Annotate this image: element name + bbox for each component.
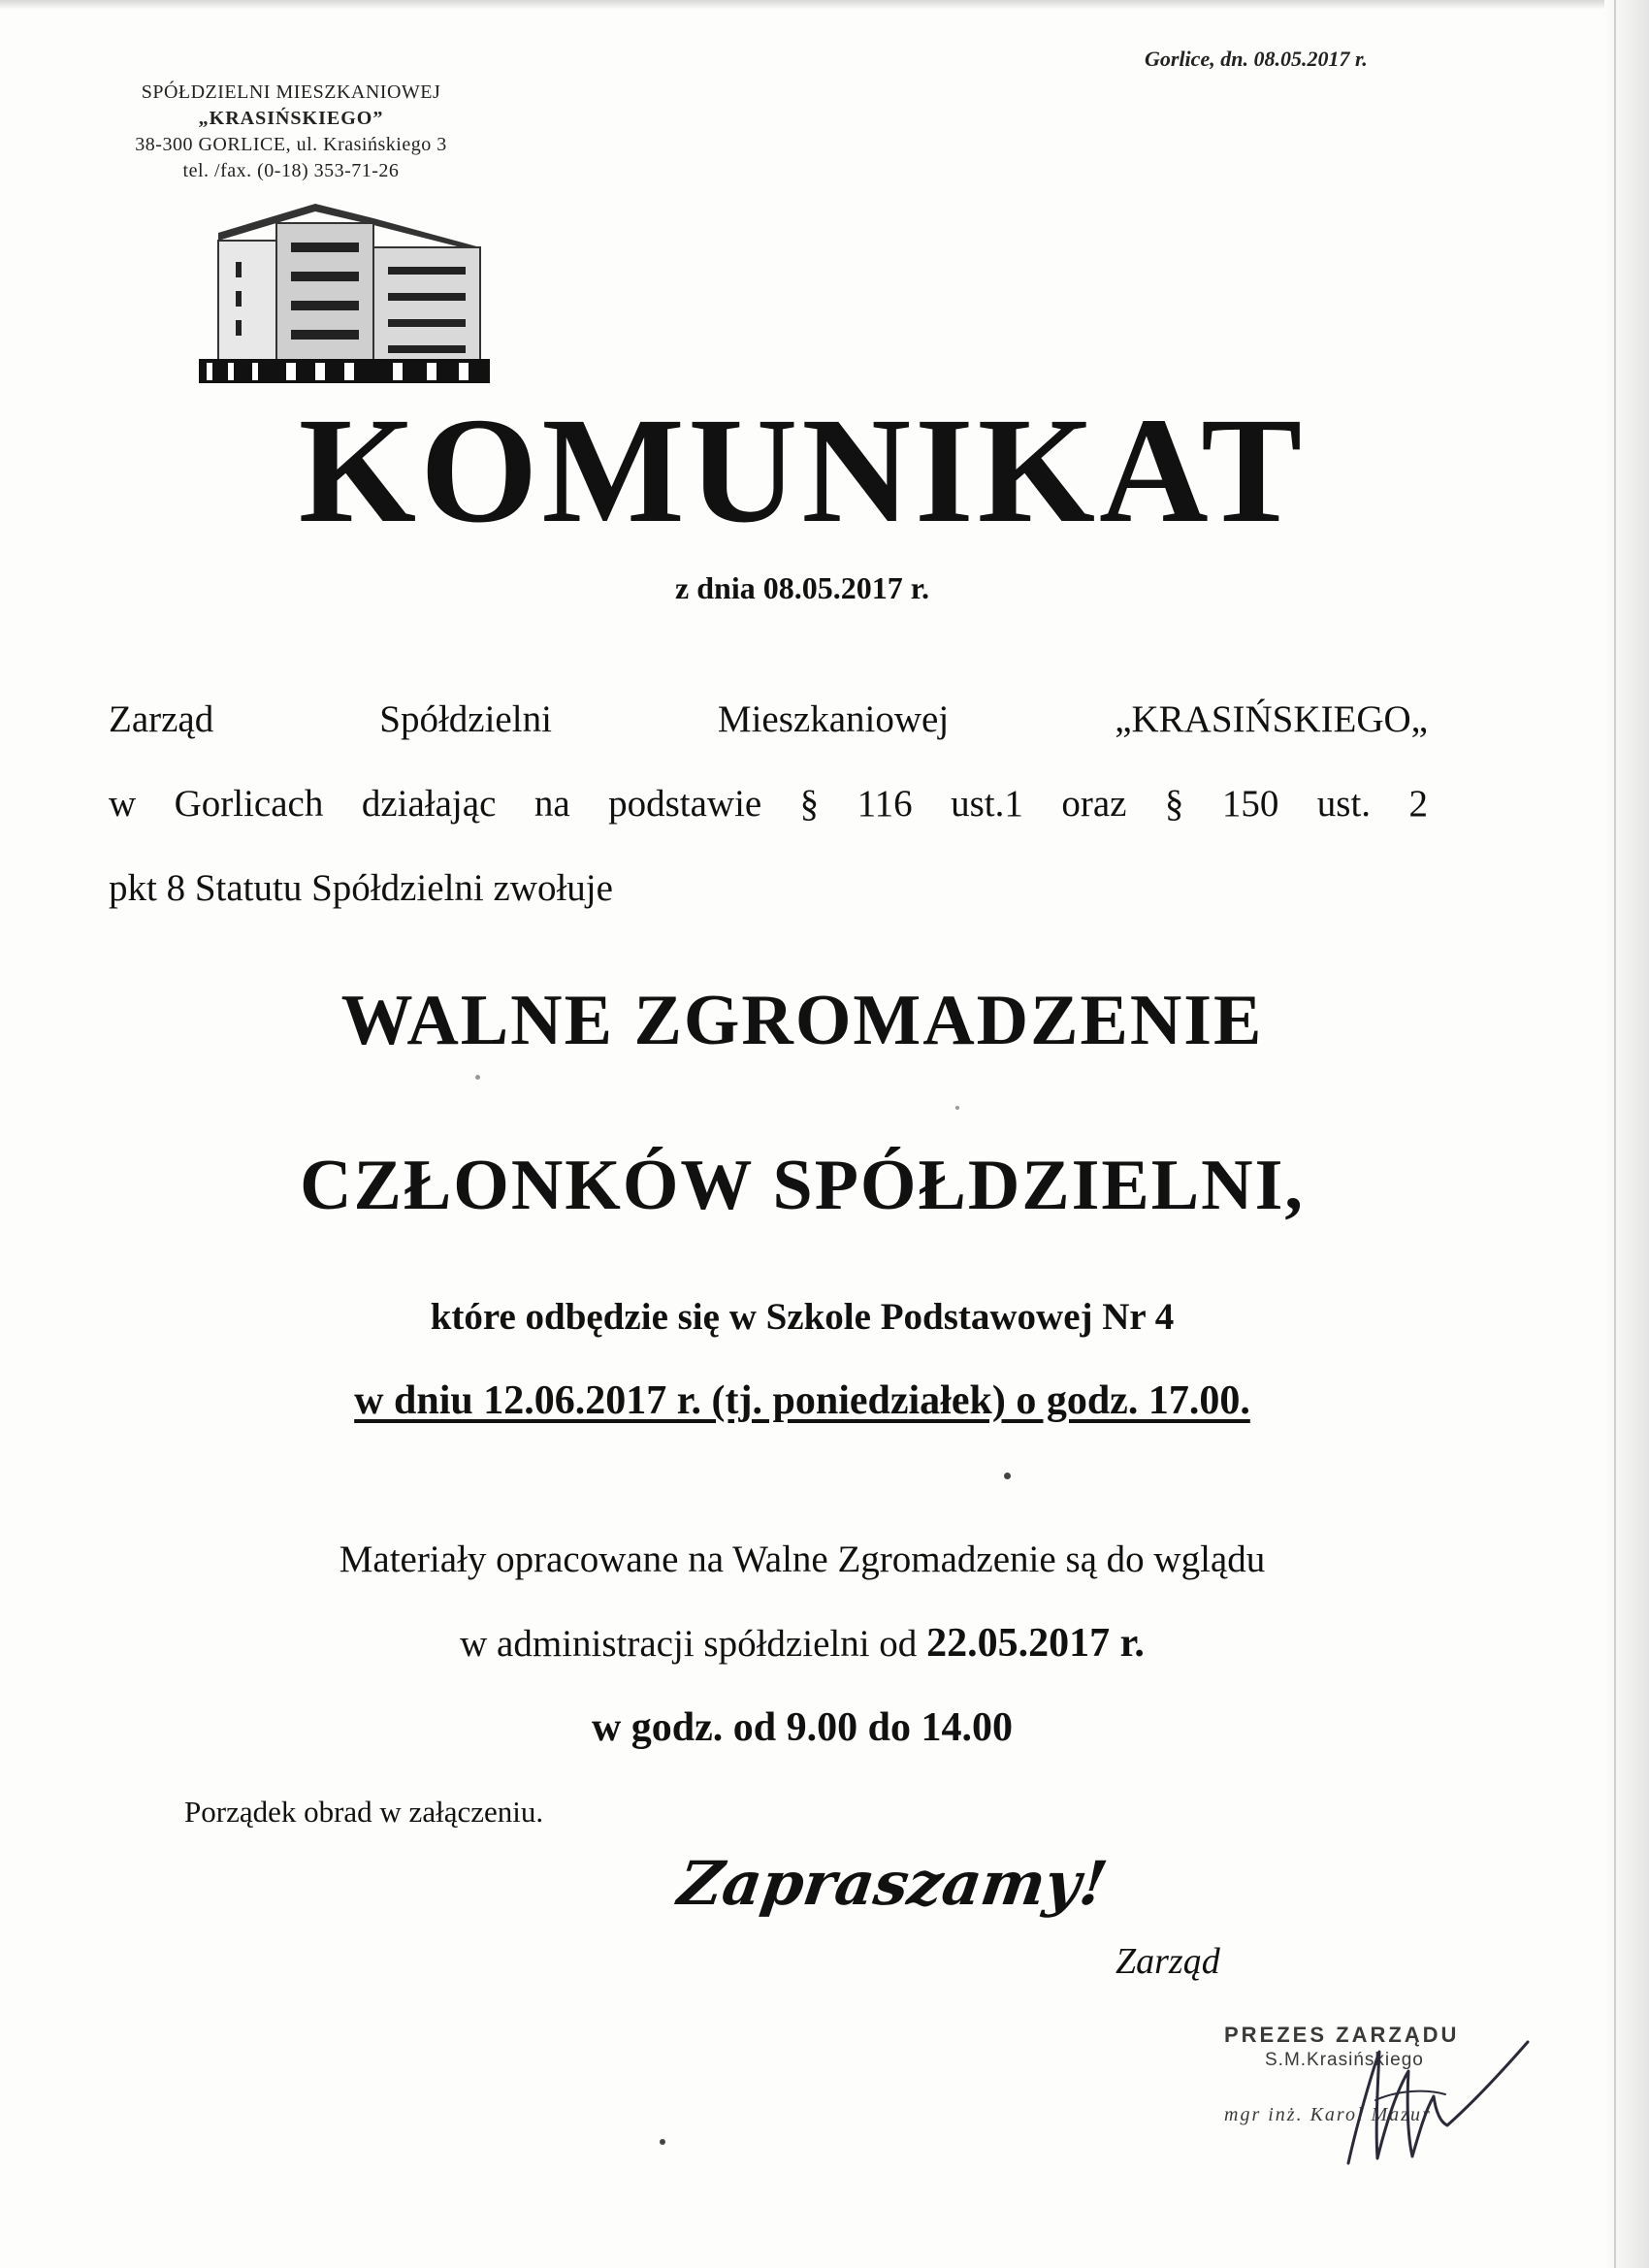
org-line: SPÓŁDZIELNI MIESZKANIOWEJ <box>141 81 441 103</box>
stamp-org: S.M.Krasińskiego <box>1265 2050 1424 2070</box>
intro-paragraph <box>109 677 1428 930</box>
meeting-venue: które odbędzie się w Szkole Podstawowej Nr 4 <box>430 1296 1175 1338</box>
org-phone: tel. /fax. (0-18) 353-71-26 <box>182 160 400 181</box>
scan-speck <box>955 1106 959 1110</box>
page-title: KOMUNIKAT <box>298 386 1307 554</box>
assembly-heading-line1: WALNE ZGROMADZENIE <box>340 981 1264 1060</box>
org-name: „KRASIŃSKIEGO” <box>198 108 384 129</box>
materials-date: 22.05.2017 r. <box>926 1621 1145 1666</box>
scan-speck <box>475 1075 480 1080</box>
org-address: 38-300 GORLICE, ul. Krasińskiego 3 <box>135 134 447 155</box>
materials-text: w administracji spółdzielni od <box>460 1623 927 1665</box>
stamp-name: mgr inż. Karol Mazur <box>1224 2104 1432 2125</box>
scan-edge-right <box>1604 0 1649 2268</box>
document-date: Gorlice, dn. 08.05.2017 r. <box>1145 47 1368 71</box>
signoff: Zarząd <box>1116 1941 1220 1982</box>
intro-line: Zarząd Spółdzielni Mieszkaniowej „KRASIŃSKIEGO„ <box>109 698 1428 740</box>
meeting-date-time: w dniu 12.06.2017 r. (tj. poniedziałek) o godz. 17.00. <box>354 1378 1250 1423</box>
stamp-title: PREZES ZARZĄDU <box>1224 2023 1460 2047</box>
office-hours: w godz. od 9.00 do 14.00 <box>591 1705 1014 1750</box>
letterhead <box>107 80 475 184</box>
scan-speck <box>1004 1473 1011 1479</box>
title-date: z dnia 08.05.2017 r. <box>675 570 929 605</box>
materials-line1: Materiały opracowane na Walne Zgromadzenie są do wglądu <box>339 1539 1266 1580</box>
intro-line: pkt 8 Statutu Spółdzielni zwołuje <box>109 867 613 909</box>
scan-speck <box>660 2139 665 2145</box>
assembly-heading-line2: CZŁONKÓW SPÓŁDZIELNI, <box>300 1146 1305 1225</box>
intro-line: w Gorlicach działając na podstawie § 116 ust.1 oraz § 150 ust. 2 <box>109 783 1428 825</box>
handwritten-signature-icon <box>1319 2032 1542 2168</box>
scan-edge-top <box>0 0 1649 10</box>
materials-line2 <box>0 1620 1604 1667</box>
building-logo-icon <box>199 194 490 383</box>
agenda-note: Porządek obrad w załączeniu. <box>184 1795 544 1829</box>
invitation-text: Zapraszamy! <box>673 1848 1112 1919</box>
